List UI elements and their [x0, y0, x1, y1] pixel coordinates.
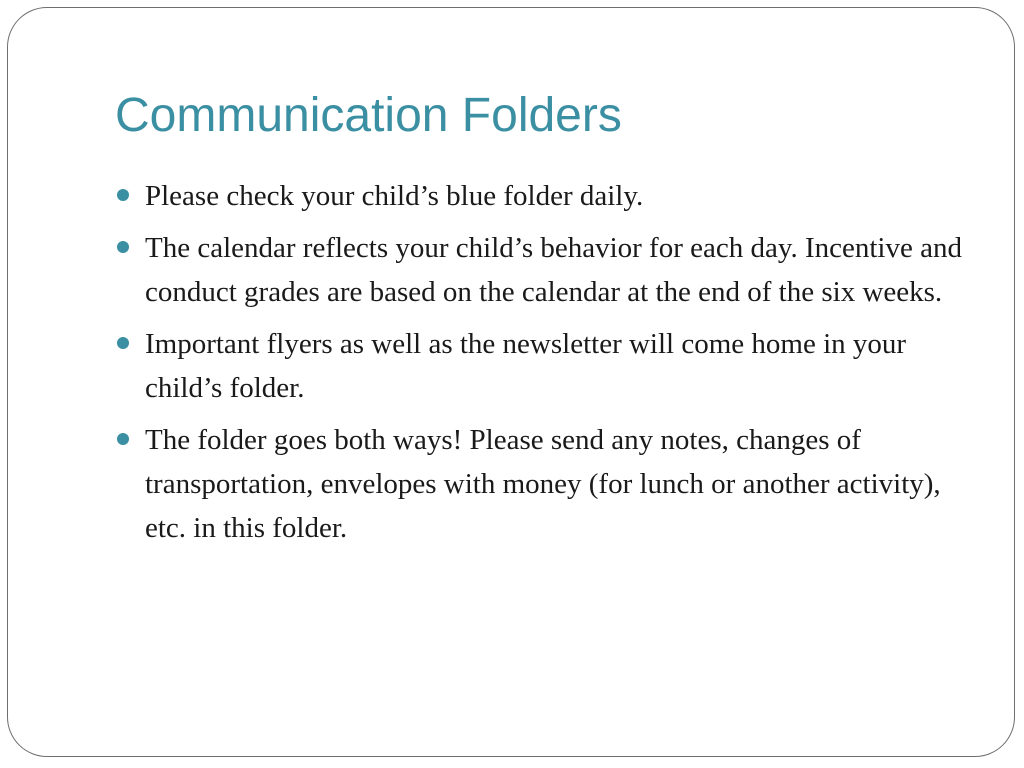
- bullet-list: [116, 174, 986, 558]
- bullet-item: [116, 418, 986, 550]
- bullet-text: Please check your child’s blue folder daily.: [145, 180, 644, 212]
- bullet-item: [116, 322, 986, 410]
- bullet-text: The calendar reflects your child’s behavior for each day. Incentive and conduct grades are based on the calendar at the end of the six weeks.: [145, 232, 962, 308]
- bullet-dot-icon: [117, 337, 129, 349]
- bullet-dot-icon: [117, 241, 129, 253]
- bullet-text: The folder goes both ways! Please send any notes, changes of transportation, envelopes with money (for lunch or another activity), etc. in this folder.: [145, 424, 941, 544]
- bullet-dot-icon: [117, 189, 129, 201]
- bullet-item: [116, 174, 986, 218]
- bullet-item: [116, 226, 986, 314]
- bullet-text: Important flyers as well as the newsletter will come home in your child’s folder.: [145, 328, 907, 404]
- slide: [7, 7, 1015, 757]
- slide-title: Communication Folders: [115, 89, 622, 142]
- bullet-dot-icon: [117, 433, 129, 445]
